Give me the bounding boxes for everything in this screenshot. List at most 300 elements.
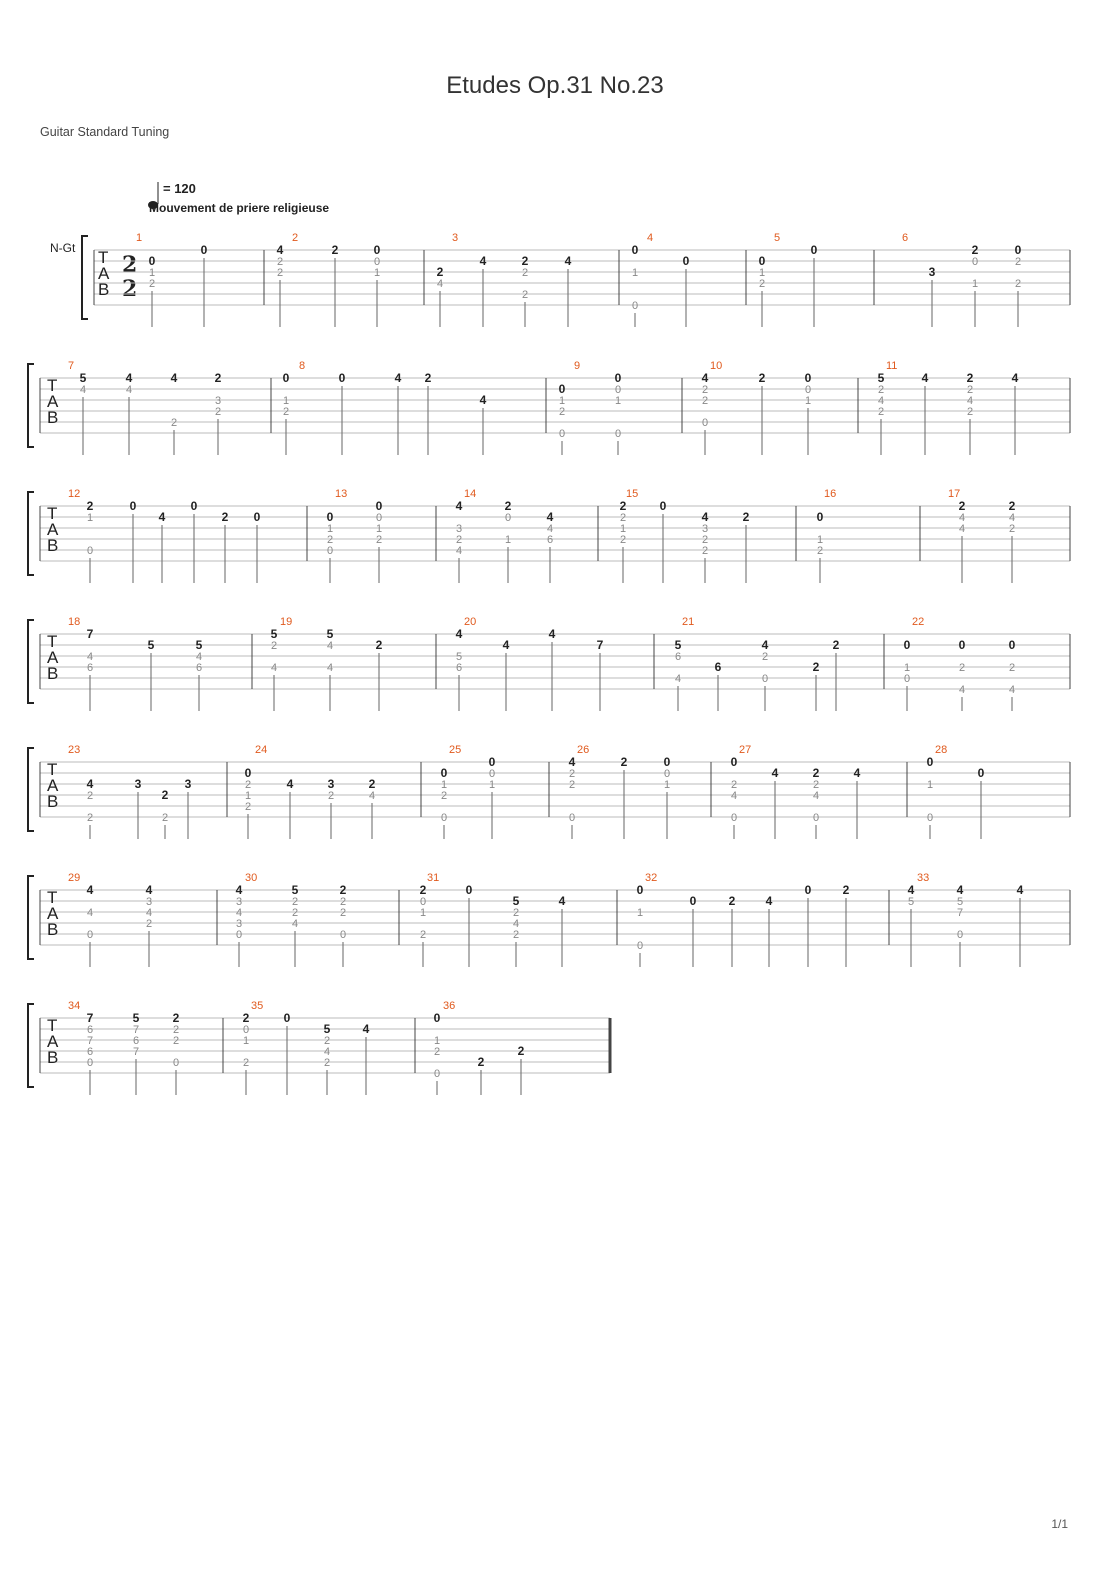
system-bracket: [28, 1004, 34, 1087]
measure-number: 7: [68, 360, 75, 372]
fret-number: 5: [907, 896, 915, 908]
measure-number: 21: [682, 616, 695, 628]
fret-number: 7: [132, 1024, 140, 1036]
fret-number: 1: [926, 779, 934, 791]
fret-number: 2: [339, 896, 347, 908]
fret-number: 5: [195, 638, 203, 652]
fret-number: 0: [903, 673, 911, 685]
fret-number: 1: [614, 395, 622, 407]
fret-number: 0: [810, 243, 818, 257]
fret-number: 2: [214, 371, 222, 385]
fret-number: 2: [958, 499, 966, 513]
fret-number: 4: [170, 371, 178, 385]
fret-number: 0: [631, 243, 639, 257]
tab-letter: B: [47, 1048, 59, 1067]
measure-number: 34: [68, 1000, 81, 1012]
fret-number: 1: [558, 395, 566, 407]
measure-number: 3: [452, 232, 459, 244]
fret-number: 2: [558, 406, 566, 418]
fret-number: 0: [730, 812, 738, 824]
fret-number: 2: [758, 278, 766, 290]
fret-number: 5: [455, 651, 463, 663]
fret-number: 3: [327, 777, 335, 791]
fret-number: 6: [674, 651, 682, 663]
system-bracket: [28, 748, 34, 831]
fret-number: 5: [147, 638, 155, 652]
measure-number: 29: [68, 872, 81, 884]
fret-number: 3: [184, 777, 192, 791]
page-number: 1/1: [1051, 1517, 1068, 1531]
fret-number: 4: [512, 918, 520, 930]
fret-number: 4: [921, 371, 929, 385]
fret-number: 4: [479, 393, 487, 407]
fret-number: 2: [521, 267, 529, 279]
measure-number: 8: [299, 360, 306, 372]
fret-number: 0: [244, 766, 252, 780]
fret-number: 4: [86, 651, 94, 663]
fret-number: 4: [286, 777, 294, 791]
tab-letter: A: [47, 648, 59, 667]
fret-number: 2: [730, 779, 738, 791]
fret-number: 0: [373, 243, 381, 257]
fret-number: 0: [504, 512, 512, 524]
fret-number: 0: [804, 883, 812, 897]
measure-number: 11: [886, 360, 898, 372]
fret-number: 2: [282, 406, 290, 418]
measure-number: 25: [449, 744, 462, 756]
tab-letter: T: [47, 632, 58, 651]
measure-number: 5: [774, 232, 781, 244]
fret-number: 0: [758, 254, 766, 268]
fret-number: 5: [956, 896, 964, 908]
fret-number: 4: [479, 254, 487, 268]
fret-number: 0: [977, 766, 985, 780]
fret-number: 1: [758, 267, 766, 279]
fret-number: 1: [282, 395, 290, 407]
fret-number: 1: [433, 1035, 441, 1047]
time-signature-top: 2: [122, 252, 138, 278]
fret-number: 2: [323, 1035, 331, 1047]
measure-number: 35: [251, 1000, 264, 1012]
fret-number: 0: [200, 243, 208, 257]
fret-number: 2: [1008, 662, 1016, 674]
measure-number: 15: [626, 488, 639, 500]
fret-number: 1: [663, 779, 671, 791]
fret-number: 0: [558, 382, 566, 396]
fret-number: 4: [546, 523, 554, 535]
fret-number: 2: [477, 1055, 485, 1069]
fret-number: 2: [436, 265, 444, 279]
fret-number: 0: [631, 300, 639, 312]
tab-letter: T: [98, 248, 109, 267]
fret-number: 2: [327, 790, 335, 802]
fret-number: 0: [1014, 243, 1022, 257]
fret-number: 2: [568, 768, 576, 780]
fret-number: 4: [1016, 883, 1024, 897]
fret-number: 7: [86, 627, 94, 641]
fret-number: 1: [375, 523, 383, 535]
fret-number: 1: [488, 779, 496, 791]
tab-letter: B: [47, 408, 59, 427]
fret-number: 0: [283, 1011, 291, 1025]
fret-number: 4: [455, 499, 463, 513]
fret-number: 4: [1011, 371, 1019, 385]
fret-number: 0: [440, 766, 448, 780]
fret-number: 4: [235, 883, 243, 897]
fret-number: 1: [804, 395, 812, 407]
fret-number: 1: [242, 1035, 250, 1047]
fret-number: 0: [614, 371, 622, 385]
fret-number: 7: [596, 638, 604, 652]
fret-number: 0: [326, 545, 334, 557]
fret-number: 2: [620, 755, 628, 769]
fret-number: 0: [1008, 638, 1016, 652]
fret-number: 0: [614, 384, 622, 396]
fret-number: 4: [877, 395, 885, 407]
fret-number: 2: [966, 371, 974, 385]
fret-number: 4: [291, 918, 299, 930]
fret-number: 5: [79, 371, 87, 385]
fret-number: 2: [701, 395, 709, 407]
fret-number: 4: [546, 510, 554, 524]
fret-number: 4: [326, 662, 334, 674]
fret-number: 4: [362, 1022, 370, 1036]
fret-number: 2: [419, 929, 427, 941]
fret-number: 0: [663, 755, 671, 769]
fret-number: 0: [465, 883, 473, 897]
fret-number: 4: [958, 523, 966, 535]
fret-number: 6: [132, 1035, 140, 1047]
measure-number: 31: [427, 872, 440, 884]
measure-number: 12: [68, 488, 81, 500]
fret-number: 4: [455, 627, 463, 641]
fret-number: 0: [903, 638, 911, 652]
measure-number: 17: [948, 488, 961, 500]
fret-number: 0: [235, 929, 243, 941]
fret-number: 0: [958, 638, 966, 652]
fret-number: 5: [132, 1011, 140, 1025]
fret-number: 2: [1014, 256, 1022, 268]
fret-number: 0: [419, 896, 427, 908]
fret-number: 0: [636, 940, 644, 952]
system-bracket: [28, 364, 34, 447]
fret-number: 4: [394, 371, 402, 385]
fret-number: 7: [956, 907, 964, 919]
fret-number: 0: [253, 510, 261, 524]
fret-number: 2: [958, 662, 966, 674]
fret-number: 2: [170, 417, 178, 429]
fret-number: 0: [804, 384, 812, 396]
fret-number: 5: [270, 627, 278, 641]
fret-number: 2: [86, 790, 94, 802]
fret-number: 2: [440, 790, 448, 802]
fret-number: 4: [674, 673, 682, 685]
fret-number: 2: [966, 406, 974, 418]
tab-letter: T: [47, 504, 58, 523]
system-3: [28, 488, 1070, 583]
fret-number: 4: [145, 883, 153, 897]
fret-number: 2: [433, 1046, 441, 1058]
fret-number: 4: [1008, 512, 1016, 524]
fret-number: 2: [86, 499, 94, 513]
fret-number: 6: [86, 1024, 94, 1036]
fret-number: 2: [619, 499, 627, 513]
fret-number: 2: [86, 812, 94, 824]
tab-letter: A: [98, 264, 110, 283]
fret-number: 1: [440, 779, 448, 791]
fret-number: 0: [433, 1011, 441, 1025]
fret-number: 1: [971, 278, 979, 290]
fret-number: 2: [842, 883, 850, 897]
fret-number: 2: [816, 545, 824, 557]
fret-number: 4: [502, 638, 510, 652]
fret-number: 5: [291, 883, 299, 897]
fret-number: 3: [134, 777, 142, 791]
track-name: N-Gt: [50, 241, 76, 255]
fret-number: 6: [714, 660, 722, 674]
tab-letter: A: [47, 776, 59, 795]
fret-number: 0: [339, 929, 347, 941]
fret-number: 2: [455, 534, 463, 546]
fret-number: 0: [375, 499, 383, 513]
fret-number: 2: [368, 777, 376, 791]
system-1: [82, 232, 1070, 327]
fret-number: 1: [504, 534, 512, 546]
fret-number: 3: [145, 896, 153, 908]
fret-number: 3: [235, 896, 243, 908]
fret-number: 2: [424, 371, 432, 385]
fret-number: 0: [568, 812, 576, 824]
fret-number: 2: [145, 918, 153, 930]
fret-number: 0: [956, 929, 964, 941]
measure-number: 13: [335, 488, 348, 500]
fret-number: 0: [761, 673, 769, 685]
fret-number: 2: [877, 384, 885, 396]
fret-number: 0: [636, 883, 644, 897]
fret-number: 0: [373, 256, 381, 268]
measure-number: 28: [935, 744, 948, 756]
system-4: [28, 616, 1070, 711]
fret-number: 2: [242, 1011, 250, 1025]
fret-number: 4: [548, 627, 556, 641]
fret-number: 1: [619, 523, 627, 535]
fret-number: 1: [631, 267, 639, 279]
fret-number: 1: [816, 534, 824, 546]
fret-number: 2: [761, 651, 769, 663]
fret-number: 4: [79, 384, 87, 396]
fret-number: 0: [804, 371, 812, 385]
tab-letter: T: [47, 376, 58, 395]
fret-number: 0: [440, 812, 448, 824]
fret-number: 0: [129, 499, 137, 513]
measure-number: 18: [68, 616, 81, 628]
fret-number: 0: [812, 812, 820, 824]
tab-letter: B: [47, 536, 59, 555]
fret-number: 4: [761, 638, 769, 652]
fret-number: 4: [276, 243, 284, 257]
fret-number: 4: [125, 384, 133, 396]
fret-number: 3: [235, 918, 243, 930]
fret-number: 2: [291, 907, 299, 919]
fret-number: 2: [504, 499, 512, 513]
fret-number: 2: [758, 371, 766, 385]
fret-number: 0: [659, 499, 667, 513]
fret-number: 4: [558, 894, 566, 908]
measure-number: 20: [464, 616, 477, 628]
measure-number: 10: [710, 360, 723, 372]
measure-number: 33: [917, 872, 930, 884]
fret-number: 3: [928, 265, 936, 279]
fret-number: 0: [172, 1057, 180, 1069]
fret-number: 4: [145, 907, 153, 919]
fret-number: 0: [926, 755, 934, 769]
system-bracket: [82, 236, 88, 319]
fret-number: 2: [276, 267, 284, 279]
tab-letter: T: [47, 1016, 58, 1035]
fret-number: 2: [172, 1035, 180, 1047]
system-bracket: [28, 492, 34, 575]
tab-letter: B: [47, 664, 59, 683]
fret-number: 0: [86, 929, 94, 941]
fret-number: 6: [546, 534, 554, 546]
fret-number: 5: [877, 371, 885, 385]
tab-letter: A: [47, 904, 59, 923]
fret-number: 1: [148, 267, 156, 279]
fret-number: 2: [971, 243, 979, 257]
fret-number: 2: [270, 640, 278, 652]
fret-number: 0: [488, 755, 496, 769]
fret-number: 2: [728, 894, 736, 908]
fret-number: 4: [958, 684, 966, 696]
measure-number: 26: [577, 744, 590, 756]
fret-number: 2: [619, 512, 627, 524]
fret-number: 6: [195, 662, 203, 674]
fret-number: 3: [214, 395, 222, 407]
fret-number: 4: [958, 512, 966, 524]
fret-number: 2: [244, 801, 252, 813]
measure-number: 4: [647, 232, 654, 244]
fret-number: 1: [326, 523, 334, 535]
fret-number: 0: [433, 1068, 441, 1080]
fret-number: 1: [903, 662, 911, 674]
fret-number: 2: [375, 638, 383, 652]
fret-number: 2: [291, 896, 299, 908]
tab-letter: B: [98, 280, 110, 299]
measure-number: 36: [443, 1000, 456, 1012]
tab-letter: B: [47, 920, 59, 939]
tab-letter: A: [47, 520, 59, 539]
fret-number: 2: [812, 766, 820, 780]
fret-number: 4: [158, 510, 166, 524]
fret-number: 0: [86, 545, 94, 557]
fret-number: 4: [125, 371, 133, 385]
fret-number: 0: [338, 371, 346, 385]
fret-number: 2: [521, 289, 529, 301]
fret-number: 4: [86, 907, 94, 919]
fret-number: 4: [907, 883, 915, 897]
fret-number: 2: [375, 534, 383, 546]
tab-letter: B: [47, 792, 59, 811]
expression-text: Mouvement de priere religieuse: [149, 201, 330, 215]
fret-number: 3: [455, 523, 463, 535]
measure-number: 24: [255, 744, 268, 756]
fret-number: 0: [971, 256, 979, 268]
measure-number: 2: [292, 232, 299, 244]
fret-number: 5: [326, 627, 334, 641]
fret-number: 2: [161, 812, 169, 824]
fret-number: 4: [812, 790, 820, 802]
system-6: [28, 872, 1070, 967]
fret-number: 6: [455, 662, 463, 674]
fret-number: 0: [148, 254, 156, 268]
fret-number: 4: [270, 662, 278, 674]
fret-number: 2: [742, 510, 750, 524]
measure-number: 32: [645, 872, 658, 884]
fret-number: 2: [172, 1024, 180, 1036]
fret-number: 1: [244, 790, 252, 802]
fret-number: 2: [512, 929, 520, 941]
fret-number: 0: [682, 254, 690, 268]
measure-number: 19: [280, 616, 293, 628]
fret-number: 5: [674, 638, 682, 652]
fret-number: 2: [701, 545, 709, 557]
fret-number: 2: [1008, 499, 1016, 513]
fret-number: 1: [86, 512, 94, 524]
tempo-text: = 120: [163, 181, 196, 196]
fret-number: 4: [86, 883, 94, 897]
system-7: [28, 1000, 610, 1095]
fret-number: 0: [663, 768, 671, 780]
fret-number: 0: [488, 768, 496, 780]
fret-number: 4: [568, 755, 576, 769]
fret-number: 4: [956, 883, 964, 897]
fret-number: 2: [568, 779, 576, 791]
score-title: Etudes Op.31 No.23: [446, 72, 664, 99]
fret-number: 5: [512, 894, 520, 908]
fret-number: 0: [689, 894, 697, 908]
system-bracket: [28, 876, 34, 959]
fret-number: 3: [701, 523, 709, 535]
fret-number: 2: [619, 534, 627, 546]
system-5: [28, 744, 1070, 839]
fret-number: 0: [614, 428, 622, 440]
fret-number: 2: [812, 779, 820, 791]
fret-number: 4: [436, 278, 444, 290]
fret-number: 2: [242, 1057, 250, 1069]
fret-number: 2: [214, 406, 222, 418]
fret-number: 0: [190, 499, 198, 513]
measure-number: 1: [136, 232, 143, 244]
fret-number: 4: [235, 907, 243, 919]
fret-number: 4: [701, 371, 709, 385]
fret-number: 4: [564, 254, 572, 268]
system-2: [28, 360, 1070, 455]
fret-number: 0: [282, 371, 290, 385]
measure-number: 30: [245, 872, 258, 884]
measure-number: 23: [68, 744, 81, 756]
fret-number: 2: [521, 254, 529, 268]
fret-number: 2: [148, 278, 156, 290]
fret-number: 2: [339, 883, 347, 897]
fret-number: 4: [765, 894, 773, 908]
measure-number: 22: [912, 616, 925, 628]
fret-number: 2: [276, 256, 284, 268]
fret-number: 2: [1008, 523, 1016, 535]
fret-number: 1: [636, 907, 644, 919]
measure-number: 14: [464, 488, 477, 500]
fret-number: 4: [195, 651, 203, 663]
fret-number: 0: [730, 755, 738, 769]
